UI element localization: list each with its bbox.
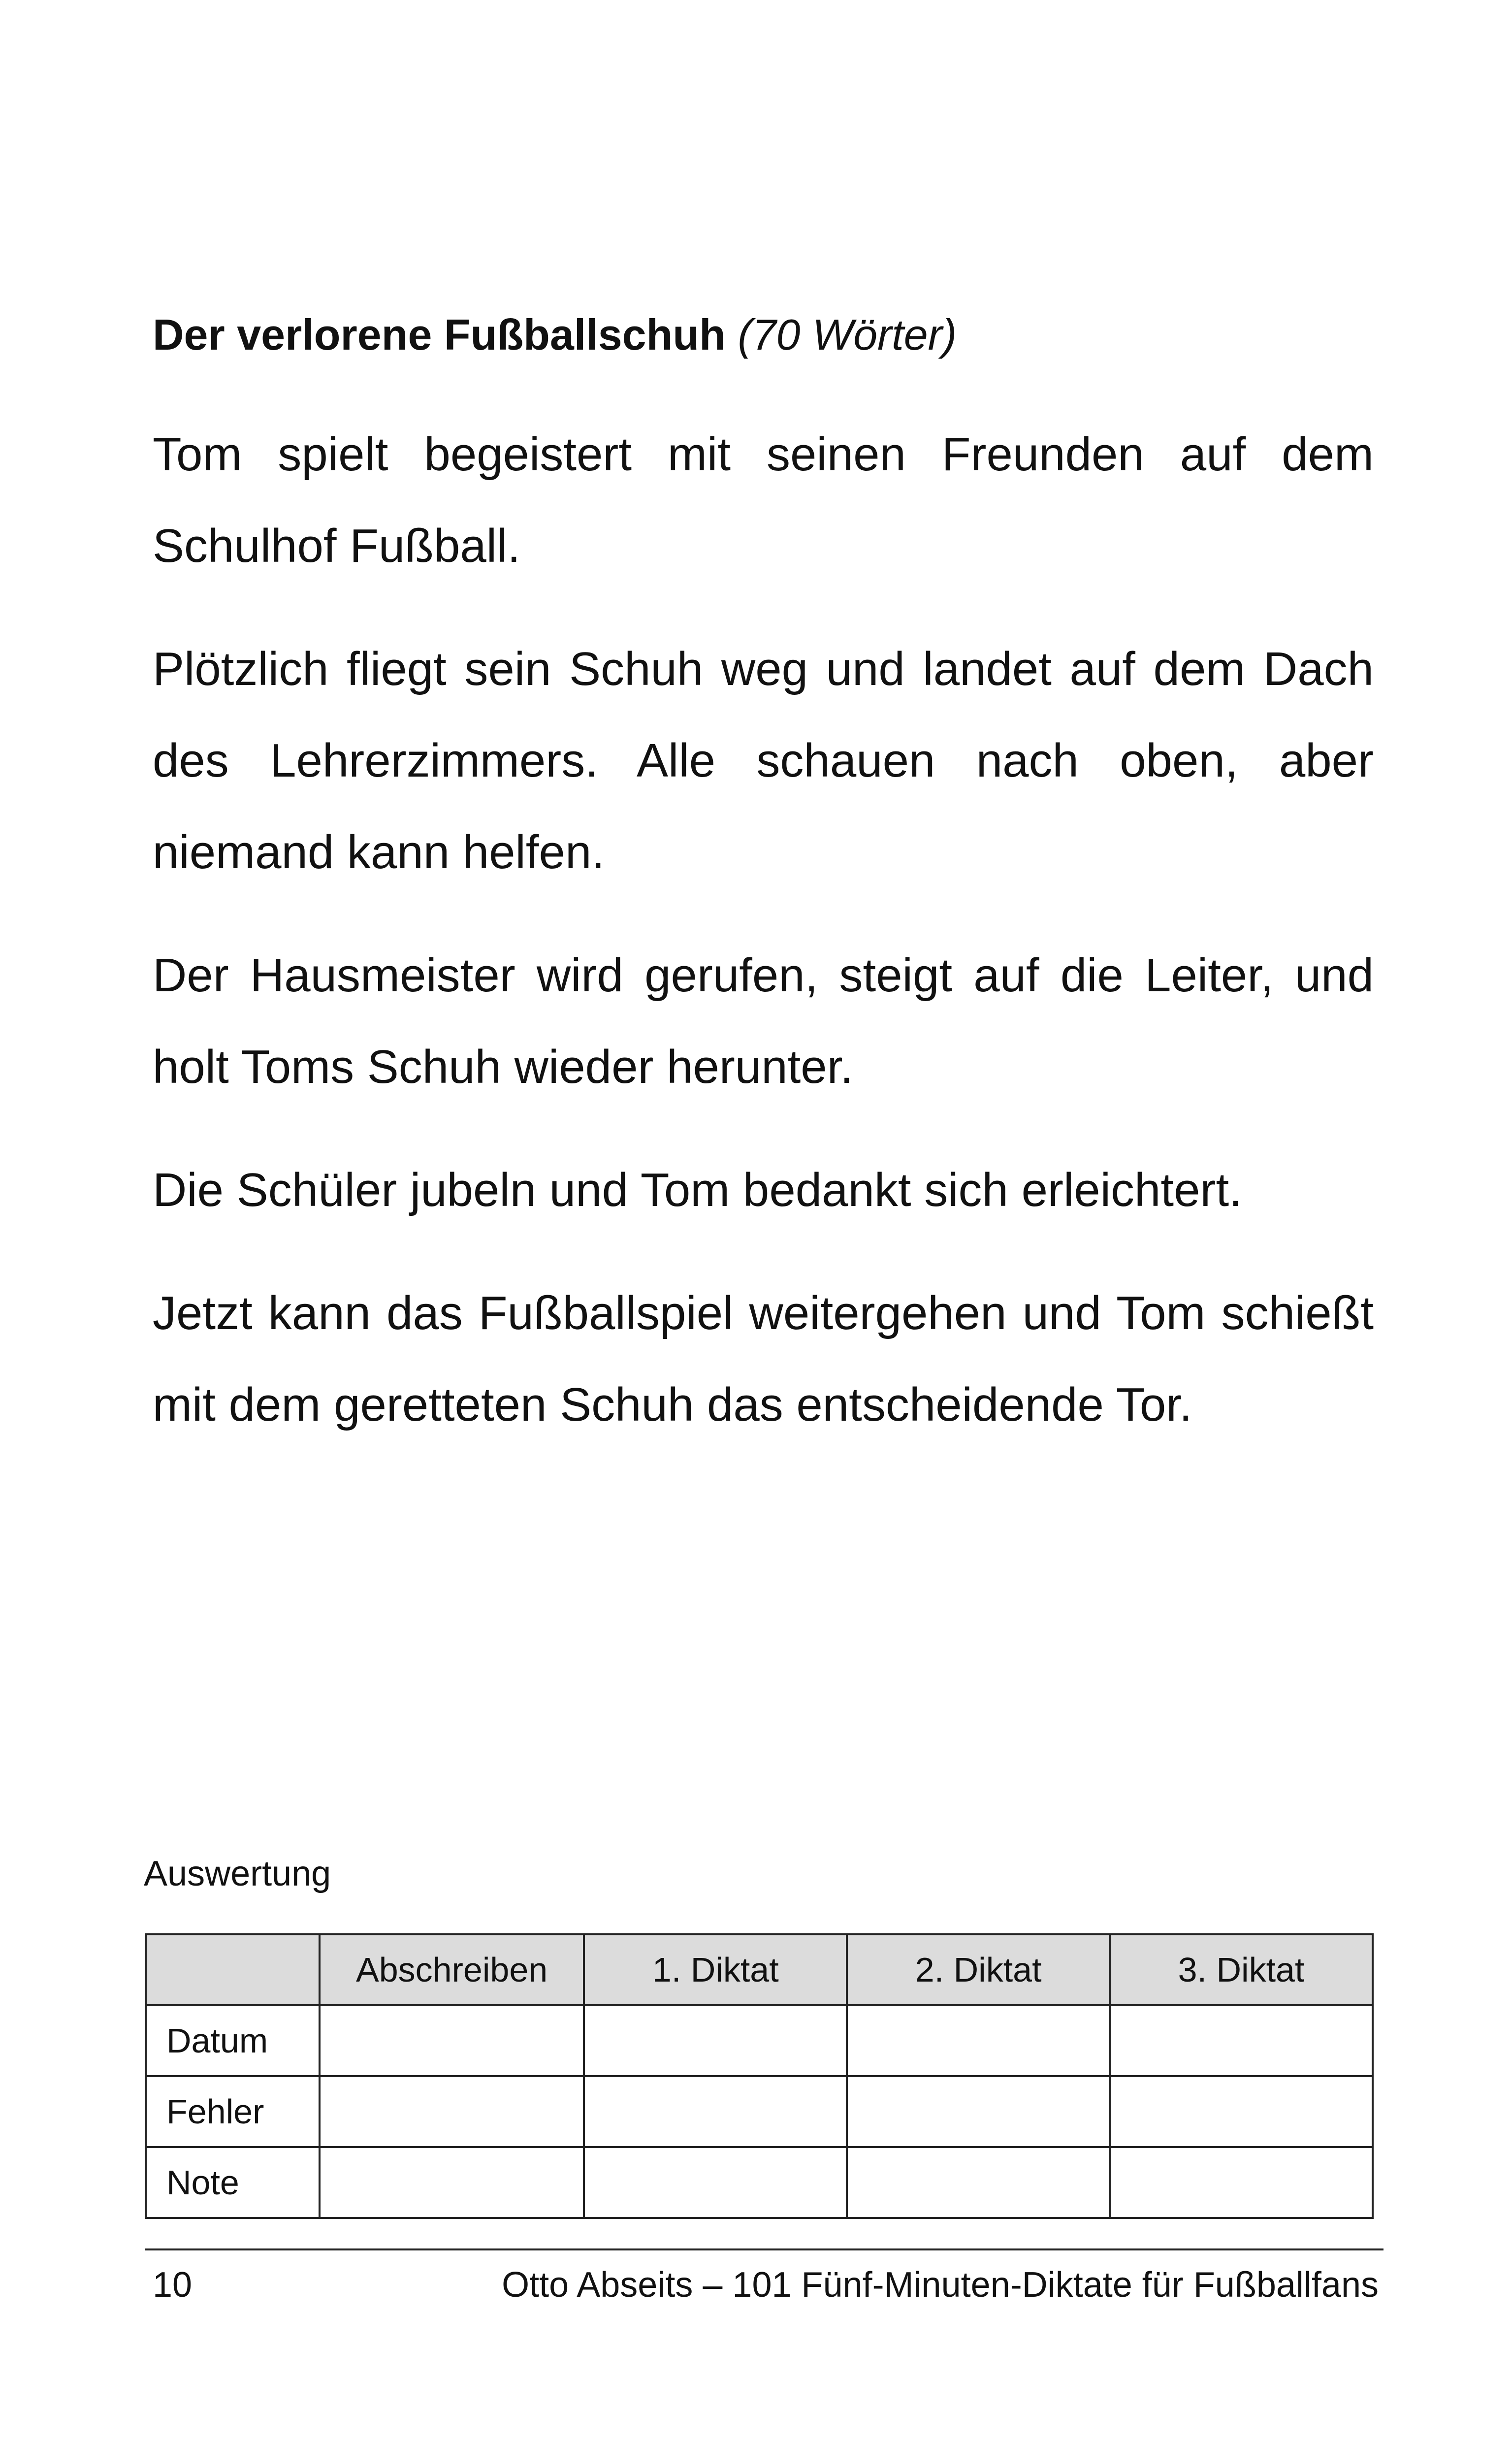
table-header-row (146, 1934, 1373, 2005)
footer-divider (145, 2248, 1383, 2250)
column-header: Abschreiben (320, 1934, 584, 2005)
story-word-count: (70 Wörter) (738, 310, 957, 359)
table-row (146, 2076, 1373, 2147)
table-cell (1110, 2147, 1373, 2218)
page-footer (153, 2260, 1379, 2310)
book-title: Otto Abseits – 101 Fünf-Minuten-Diktate für Fußballfans (502, 2265, 1379, 2305)
table-cell (847, 2005, 1110, 2076)
table-cell (320, 2147, 584, 2218)
story-content (153, 305, 1374, 1482)
story-title (153, 305, 1374, 364)
story-title-main: Der verlorene Fußballschuh (153, 310, 726, 359)
table-cell (584, 2005, 847, 2076)
paragraph-4: Die Schüler jubeln und Tom bedankt sich erleichtert. (153, 1164, 1242, 1216)
table-corner-cell (146, 1934, 320, 2005)
table-cell (847, 2147, 1110, 2218)
table-cell (320, 2005, 584, 2076)
table-cell (320, 2076, 584, 2147)
evaluation-label: Auswertung (144, 1854, 331, 1893)
row-label: Note (146, 2147, 320, 2218)
page-number: 10 (153, 2265, 193, 2305)
column-header: 1. Diktat (584, 1934, 847, 2005)
evaluation-table (145, 1933, 1374, 2219)
row-label: Datum (146, 2005, 320, 2076)
table-cell (847, 2076, 1110, 2147)
column-header: 2. Diktat (847, 1934, 1110, 2005)
table-cell (1110, 2076, 1373, 2147)
table-cell (1110, 2005, 1373, 2076)
table-row (146, 2005, 1373, 2076)
table-cell (584, 2076, 847, 2147)
column-header: 3. Diktat (1110, 1934, 1373, 2005)
table-row (146, 2147, 1373, 2218)
paragraph-3: Der Hausmeister wird gerufen, steigt auf die Leiter, und holt Toms Schuh wieder herunter. (153, 949, 1374, 1093)
table-cell (584, 2147, 847, 2218)
paragraph-2: Plötzlich fliegt sein Schuh weg und landet auf dem Dach des Lehrerzimmers. Alle schauen nach oben, aber niemand kann helfen. (153, 643, 1374, 879)
paragraph-5: Jetzt kann das Fußballspiel weitergehen und Tom schießt mit dem geretteten Schuh das entscheidende Tor. (153, 1287, 1374, 1431)
paragraph-1: Tom spielt begeistert mit seinen Freunden auf dem Schulhof Fußball. (153, 428, 1374, 572)
row-label: Fehler (146, 2076, 320, 2147)
